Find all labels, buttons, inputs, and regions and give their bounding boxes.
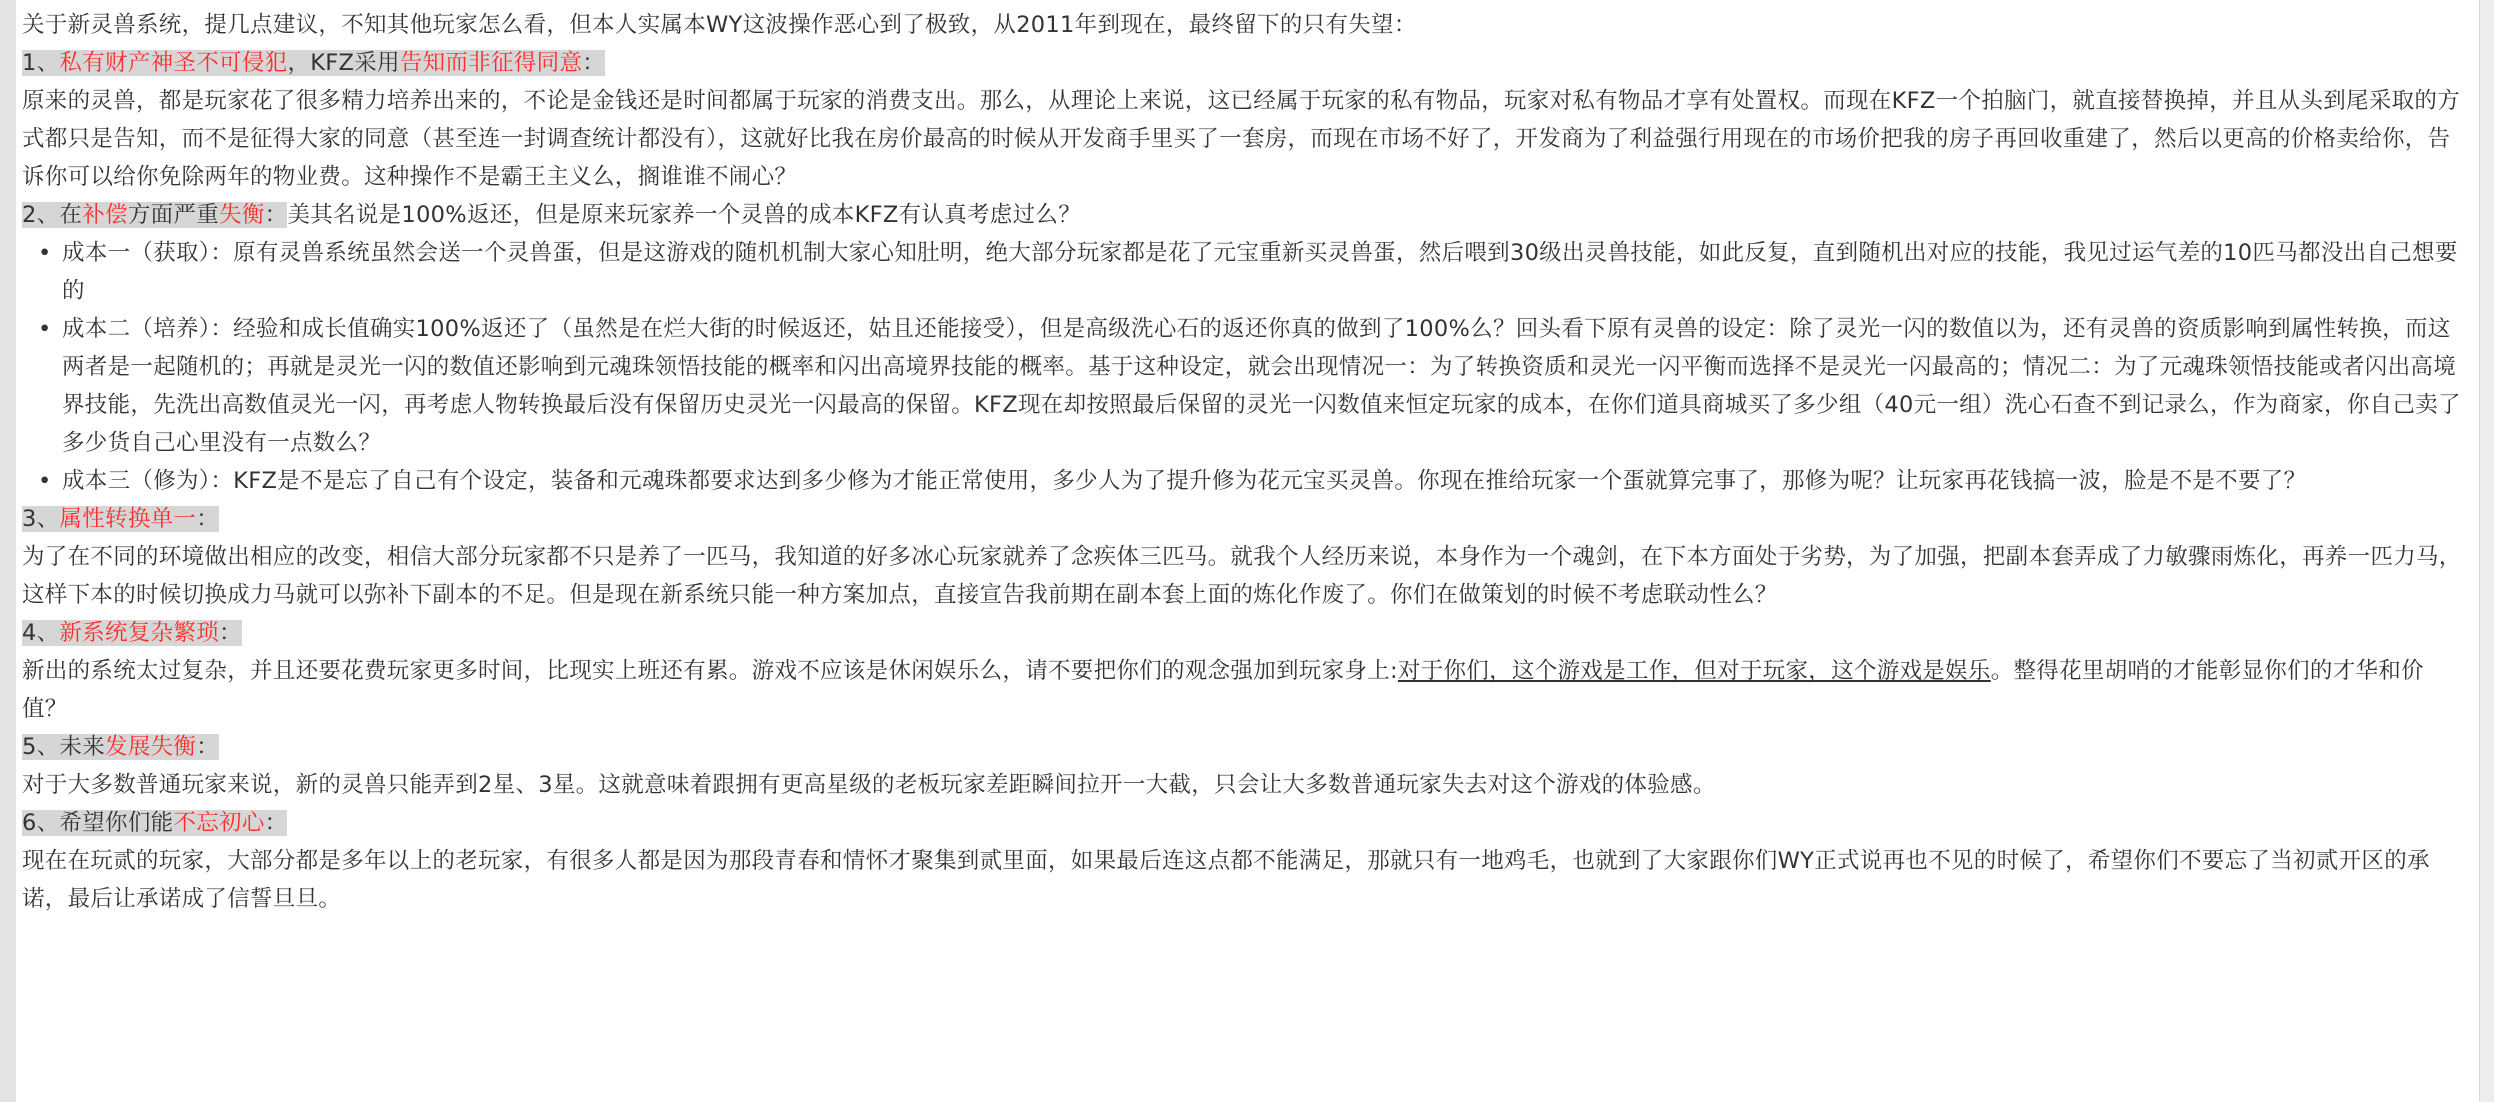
section-2-heading-highlight <box>22 202 287 228</box>
article-body <box>22 6 2462 918</box>
section-6-body: 现在在玩贰的玩家，大部分都是多年以上的老玩家，有很多人都是因为那段青春和情怀才聚集到贰里面，如果最后连这点都不能满足，那就只有一地鸡毛，也就到了大家跟你们WY正式说再也不见的时候了，希望你们不要忘了当初贰开区的承诺，最后让承诺成了信誓旦旦。 <box>22 848 2430 912</box>
section-4-colon: ： <box>219 620 242 646</box>
section-2-heading <box>22 196 2462 234</box>
section-2-keyword-2: 失衡 <box>219 202 265 228</box>
section-3-body: 为了在不同的环境做出相应的改变，相信大部分玩家都不只是养了一匹马，我知道的好多冰心玩家就养了念疾体三匹马。就我个人经历来说，本身作为一个魂剑，在下本方面处于劣势，为了加强，把副本套弄成了力敏骤雨炼化，再养一匹力马，这样下本的时候切换成力马就可以弥补下副本的不足。但是现在新系统只能一种方案加点，直接宣告我前期在副本套上面的炼化作废了。你们在做策划的时候不考虑联动性么？ <box>22 544 2462 608</box>
section-3-heading <box>22 500 2462 538</box>
section-6-heading-highlight <box>22 810 287 836</box>
section-3-heading-highlight <box>22 506 219 532</box>
section-3-colon: ： <box>196 506 220 532</box>
section-5-heading-highlight <box>22 734 219 760</box>
section-6-colon: ： <box>264 810 288 836</box>
section-1-number: 1、 <box>22 50 60 76</box>
section-2-heading-tail: 美其名说是100%返还，但是原来玩家养一个灵兽的成本KFZ有认真考虑过么？ <box>287 202 1081 228</box>
section-2-colon: ： <box>264 202 288 228</box>
section-4-heading <box>22 614 2462 652</box>
section-4-keyword: 新系统复杂繁琐 <box>59 620 220 646</box>
section-1-heading-highlight <box>22 50 605 76</box>
section-2-number: 2、在 <box>22 202 83 228</box>
cost-item-cultivate: • 成本二（培养）：经验和成长值确实100%返还了（虽然是在烂大街的时候返还，姑且还能接受），但是高级洗心石的返还你真的做到了100%么？回头看下原有灵兽的设定：除了灵光一闪的数值以为，还有灵兽的资质影响到属性转换，而这两者是一起随机的；再就是灵光一闪的数值还影响到元魂珠领悟技能的概率和闪出高境界技能的概率。基于这种设定，就会出现情况一：为了转换资质和灵光一闪平衡而选择不是灵光一闪最高的；情况二：为了元魂珠领悟技能或者闪出高境界技能，先洗出高数值灵光一闪，再考虑人物转换最后没有保留历史灵光一闪最高的保留。KFZ现在却按照最后保留的灵光一闪数值来恒定玩家的成本，在你们道具商城买了多少组（40元一组）洗心石查不到记录么，作为商家，你自己卖了多少货自己心里没有一点数么？ <box>62 310 2462 462</box>
section-4-heading-highlight <box>22 620 242 646</box>
section-5-colon: ： <box>196 734 220 760</box>
section-5-heading <box>22 728 2462 766</box>
section-2-text: 方面严重 <box>127 202 220 228</box>
left-margin-bar <box>0 0 16 1102</box>
section-6-number: 6、希望你们能 <box>22 810 174 836</box>
section-1-keyword-1: 私有财产神圣不可侵犯 <box>59 50 288 76</box>
section-1-text: ，KFZ采用 <box>287 50 400 76</box>
section-4-underlined-statement: 对于你们，这个游戏是工作，但对于玩家，这个游戏是娱乐 <box>1397 658 1991 684</box>
vertical-scrollbar[interactable] <box>2479 0 2494 1102</box>
section-4-number: 4、 <box>22 620 60 646</box>
section-6-keyword: 不忘初心 <box>173 810 265 836</box>
cost-item-acquire: • 成本一（获取）：原有灵兽系统虽然会送一个灵兽蛋，但是这游戏的随机机制大家心知肚明，绝大部分玩家都是花了元宝重新买灵兽蛋，然后喂到30级出灵兽技能，如此反复，直到随机出对应的技能，我见过运气差的10匹马都没出自己想要的 <box>62 234 2462 310</box>
section-6-heading <box>22 804 2462 842</box>
section-3-keyword: 属性转换单一 <box>59 506 197 532</box>
section-2-keyword-1: 补偿 <box>82 202 128 228</box>
cost-item-cultivation-level: • 成本三（修为）：KFZ是不是忘了自己有个设定，装备和元魂珠都要求达到多少修为才能正常使用，多少人为了提升修为花元宝买灵兽。你现在推给玩家一个蛋就算完事了，那修为呢？让玩家再花钱搞一波，脸是不是不要了？ <box>62 462 2462 500</box>
section-4-body-part-2: 。整得花里胡哨的才能彰显你们的才华和价值？ <box>22 658 2424 722</box>
section-5-keyword: 发展失衡 <box>105 734 197 760</box>
intro-paragraph: 关于新灵兽系统，提几点建议，不知其他玩家怎么看，但本人实属本WY这波操作恶心到了极致，从2011年到现在，最终留下的只有失望： <box>22 12 1417 38</box>
section-4-body-part-1: 新出的系统太过复杂，并且还要花费玩家更多时间，比现实上班还有累。游戏不应该是休闲娱乐么，请不要把你们的观念强加到玩家身上: <box>22 658 1398 684</box>
section-1-body: 原来的灵兽，都是玩家花了很多精力培养出来的，不论是金钱还是时间都属于玩家的消费支出。那么，从理论上来说，这已经属于玩家的私有物品，玩家对私有物品才享有处置权。而现在KFZ一个拍脑门，就直接替换掉，并且从头到尾采取的方式都只是告知，而不是征得大家的同意（甚至连一封调查统计都没有），这就好比我在房价最高的时候从开发商手里买了一套房，而现在市场不好了，开发商为了利益强行用现在的市场价把我的房子再回收重建了，然后以更高的价格卖给你，告诉你可以给你免除两年的物业费。这种操作不是霸王主义么，搁谁谁不闹心？ <box>22 88 2461 190</box>
section-1-keyword-2: 告知而非征得同意 <box>399 50 583 76</box>
section-4-body <box>22 652 2462 728</box>
section-1-colon: ： <box>582 50 606 76</box>
section-3-number: 3、 <box>22 506 60 532</box>
section-5-body: 对于大多数普通玩家来说，新的灵兽只能弄到2星、3星。这就意味着跟拥有更高星级的老板玩家差距瞬间拉开一大截，只会让大多数普通玩家失去对这个游戏的体验感。 <box>22 772 1716 798</box>
section-1-heading <box>22 44 2462 82</box>
section-5-number: 5、未来 <box>22 734 106 760</box>
cost-list <box>22 234 2462 500</box>
